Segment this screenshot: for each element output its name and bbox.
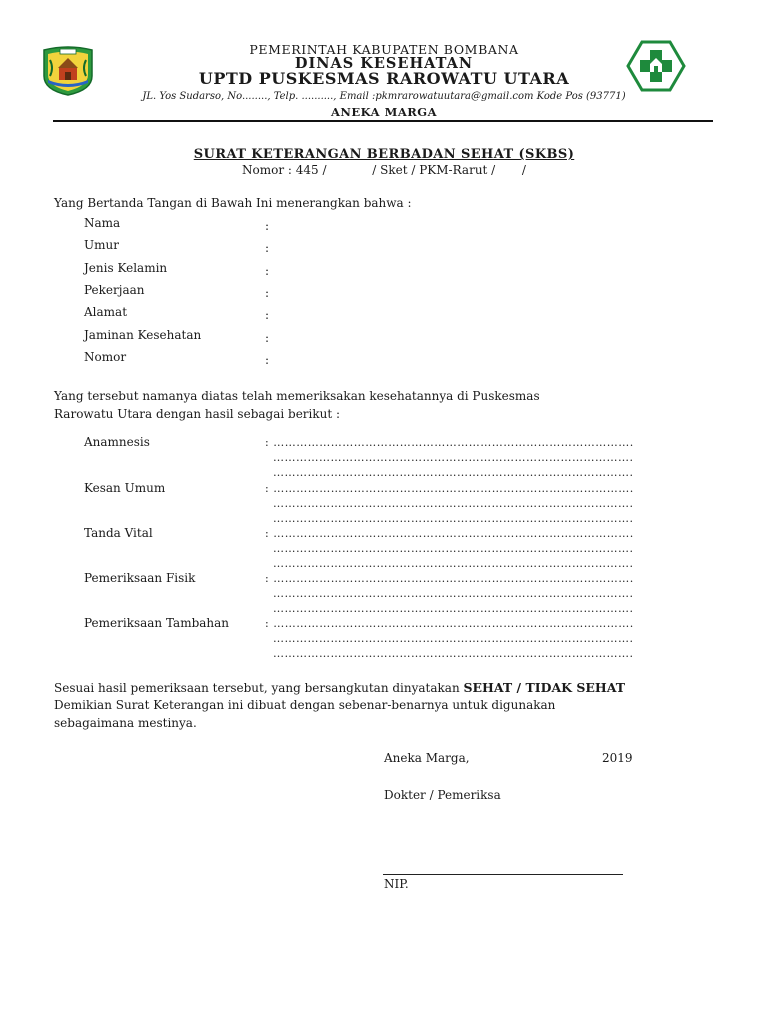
- exam-paragraph-line1: Yang tersebut namanya diatas telah memeriksakan kesehatannya di Puskesmas: [54, 389, 540, 403]
- dotted-line: : ………………………………………………………………………………….: [265, 482, 634, 495]
- field-colon: :: [265, 264, 270, 278]
- signature-line: [383, 874, 623, 875]
- conclusion-text: Sesuai hasil pemeriksaan tersebut, yang bersangkutan dinyatakan: [54, 681, 464, 695]
- closing-line1: Demikian Surat Keterangan ini dibuat dengan sebenar-benarnya untuk digunakan: [54, 698, 556, 712]
- field-colon: :: [265, 331, 270, 345]
- header-address: JL. Yos Sudarso, No........, Telp. .........., Email :pkmrarowatuutara@gmail.com Kode Pos (93771): [142, 91, 626, 102]
- closing-line2: sebagaimana mestinya.: [54, 716, 197, 730]
- field-label-pekerjaan: Pekerjaan: [84, 283, 145, 297]
- dotted-line: ………………………………………………………………………………….: [273, 602, 634, 615]
- signer-title: Dokter / Pemeriksa: [384, 788, 501, 802]
- header-institution: UPTD PUSKESMAS RAROWATU UTARA: [198, 69, 570, 88]
- field-colon: :: [265, 308, 270, 322]
- document-title: SURAT KETERANGAN BERBADAN SEHAT (SKBS): [193, 147, 575, 162]
- field-label-umur: Umur: [84, 238, 119, 252]
- header-location: ANEKA MARGA: [330, 105, 438, 119]
- conclusion-line: [54, 680, 625, 695]
- signature-place: Aneka Marga,: [384, 751, 470, 765]
- field-label-jaminan-kesehatan: Jaminan Kesehatan: [84, 328, 202, 342]
- dotted-line: : ………………………………………………………………………………….: [265, 617, 634, 630]
- field-colon: :: [265, 353, 270, 367]
- exam-paragraph-line2: Rarowatu Utara dengan hasil sebagai berikut :: [54, 407, 341, 421]
- dotted-line: ………………………………………………………………………………….: [273, 512, 634, 525]
- dotted-line: ………………………………………………………………………………….: [273, 466, 634, 479]
- document-number: Nomor : 445 / / Sket / PKM-Rarut / /: [242, 163, 526, 177]
- signature-year: 2019: [602, 751, 633, 765]
- conclusion-status: SEHAT / TIDAK SEHAT: [463, 680, 626, 695]
- header-divider: [53, 120, 713, 122]
- dotted-line: ………………………………………………………………………………….: [273, 451, 634, 464]
- field-label-jenis-kelamin: Jenis Kelamin: [84, 261, 168, 275]
- dotted-line: : ………………………………………………………………………………….: [265, 436, 634, 449]
- intro-text: Yang Bertanda Tangan di Bawah Ini menerangkan bahwa :: [54, 196, 412, 210]
- field-label-nomor: Nomor: [84, 350, 127, 364]
- header-government: PEMERINTAH KABUPATEN BOMBANA: [249, 42, 519, 57]
- dotted-line: ………………………………………………………………………………….: [273, 632, 634, 645]
- exam-label-tanda-vital: Tanda Vital: [84, 526, 153, 540]
- exam-label-pemeriksaan-fisik: Pemeriksaan Fisik: [84, 571, 196, 585]
- exam-label-anamnesis: Anamnesis: [84, 435, 150, 449]
- field-colon: :: [265, 241, 270, 255]
- dotted-line: ………………………………………………………………………………….: [273, 647, 634, 660]
- field-label-nama: Nama: [84, 216, 121, 230]
- field-colon: :: [265, 286, 270, 300]
- dotted-line: ………………………………………………………………………………….: [273, 587, 634, 600]
- dotted-line: ………………………………………………………………………………….: [273, 542, 634, 555]
- dotted-line: : ………………………………………………………………………………….: [265, 527, 634, 540]
- dotted-line: ………………………………………………………………………………….: [273, 557, 634, 570]
- field-colon: :: [265, 219, 270, 233]
- header-department: DINAS KESEHATAN: [294, 55, 474, 72]
- dotted-line: : ………………………………………………………………………………….: [265, 572, 634, 585]
- dotted-line: ………………………………………………………………………………….: [273, 497, 634, 510]
- field-label-alamat: Alamat: [84, 305, 128, 319]
- exam-label-pemeriksaan-tambahan: Pemeriksaan Tambahan: [84, 616, 230, 630]
- exam-label-kesan-umum: Kesan Umum: [84, 481, 166, 495]
- nip-label: NIP.: [384, 877, 409, 891]
